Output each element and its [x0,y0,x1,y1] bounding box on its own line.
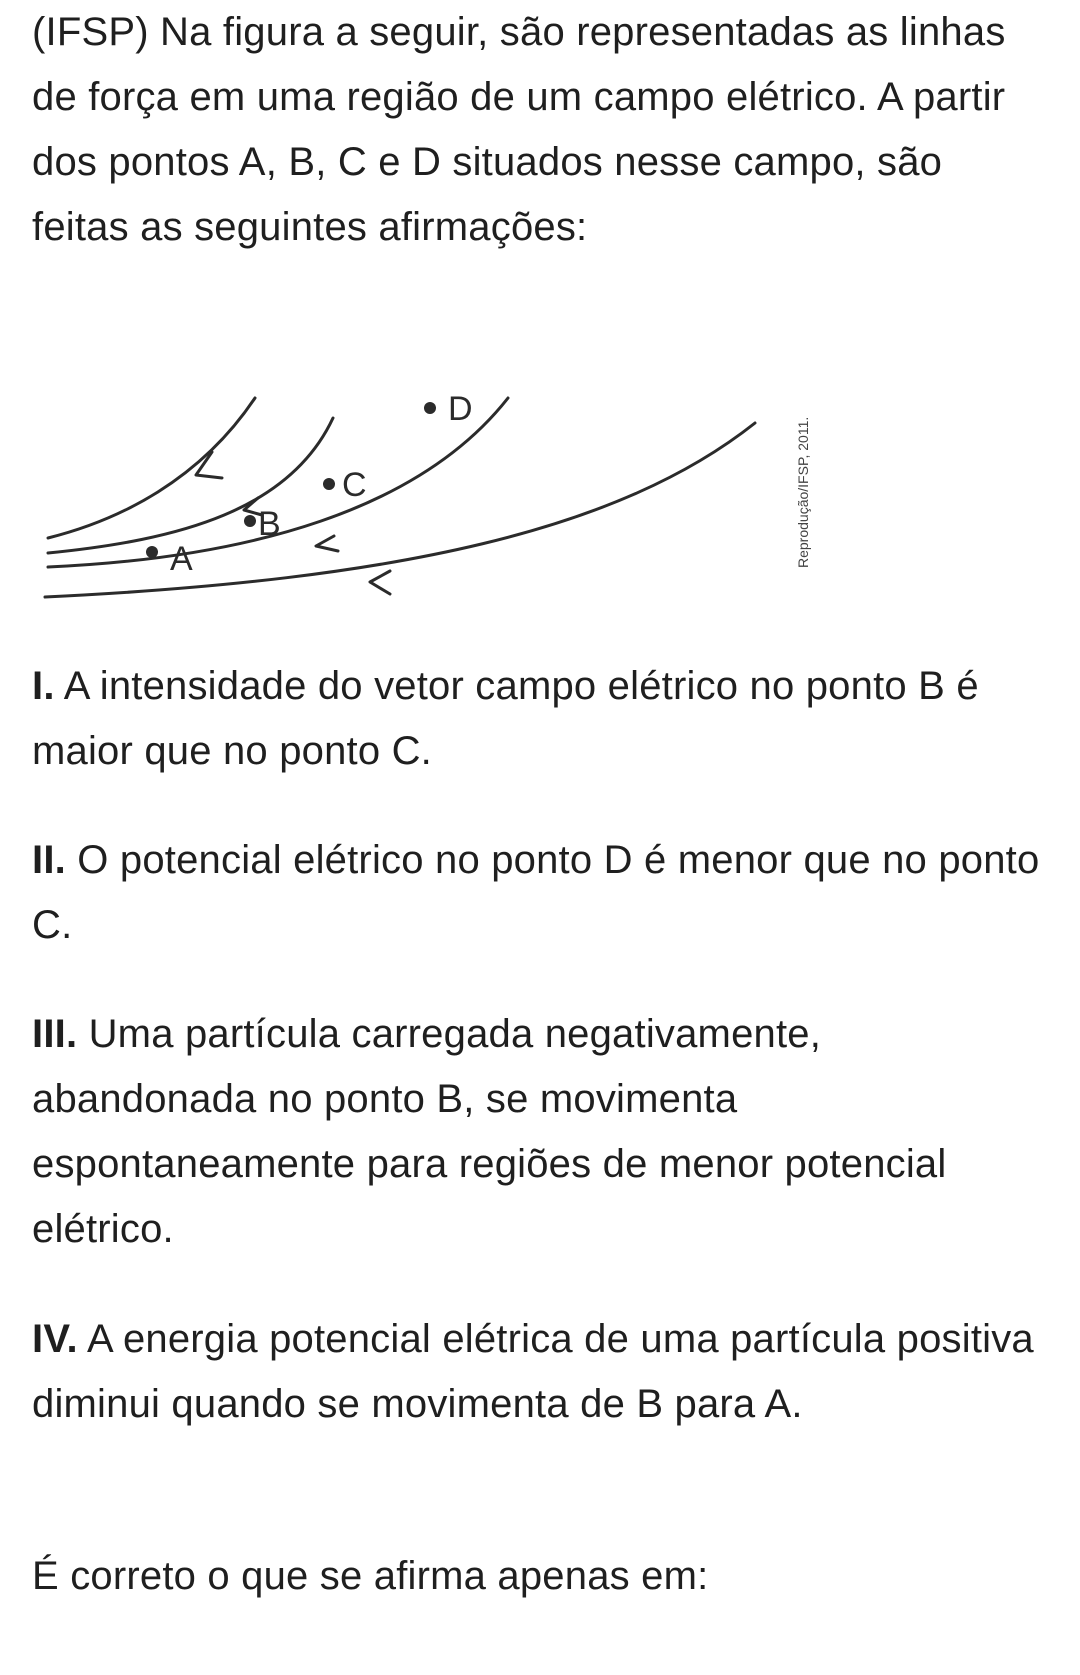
point-a-label: A [170,540,193,578]
statement-4-text: A energia potencial elétrica de uma partícula positiva diminui quando se movimenta de B para A. [32,1317,1034,1426]
statement-3-text: Uma partícula carregada negativamente, abandonada no ponto B, se movimenta espontaneamente para regiões de menor potencial elétrico. [32,1012,947,1251]
field-line-3-arrow [316,536,338,551]
point-d-label: D [448,390,473,428]
statement-4-numeral: IV. [32,1317,78,1361]
point-b-dot [244,515,256,527]
question-prompt: É correto o que se afirma apenas em: [32,1554,709,1598]
statement-4 [32,1307,1042,1437]
statement-1-numeral: I. [32,664,55,708]
point-d-dot [424,402,436,414]
field-line-2 [48,418,333,553]
figure-credit: Reprodução/IFSP, 2011. [795,416,811,568]
point-c-label: C [342,466,367,504]
field-line-1-arrow [196,452,222,478]
statement-2 [32,828,1042,958]
statement-2-text: O potencial elétrico no ponto D é menor que no ponto C. [32,838,1040,947]
point-a-dot [146,546,158,558]
question-intro: (IFSP) Na figura a seguir, são representadas as linhas de força em uma região de um campo elétrico. A partir dos pontos A, B, C e D situados nesse campo, são feitas as seguintes afirmações: [32,10,1006,249]
statement-1 [32,654,1042,784]
field-line-4 [45,423,755,597]
field-line-1 [48,398,255,538]
statement-3-numeral: III. [32,1012,78,1056]
point-c-dot [323,478,335,490]
field-line-4-arrow [370,571,390,594]
statement-2-numeral: II. [32,838,66,882]
statement-1-text: A intensidade do vetor campo elétrico no ponto B é maior que no ponto C. [32,664,979,773]
statement-3 [32,1002,1042,1262]
point-b-label: B [258,505,281,543]
electric-field-figure [0,370,1080,620]
